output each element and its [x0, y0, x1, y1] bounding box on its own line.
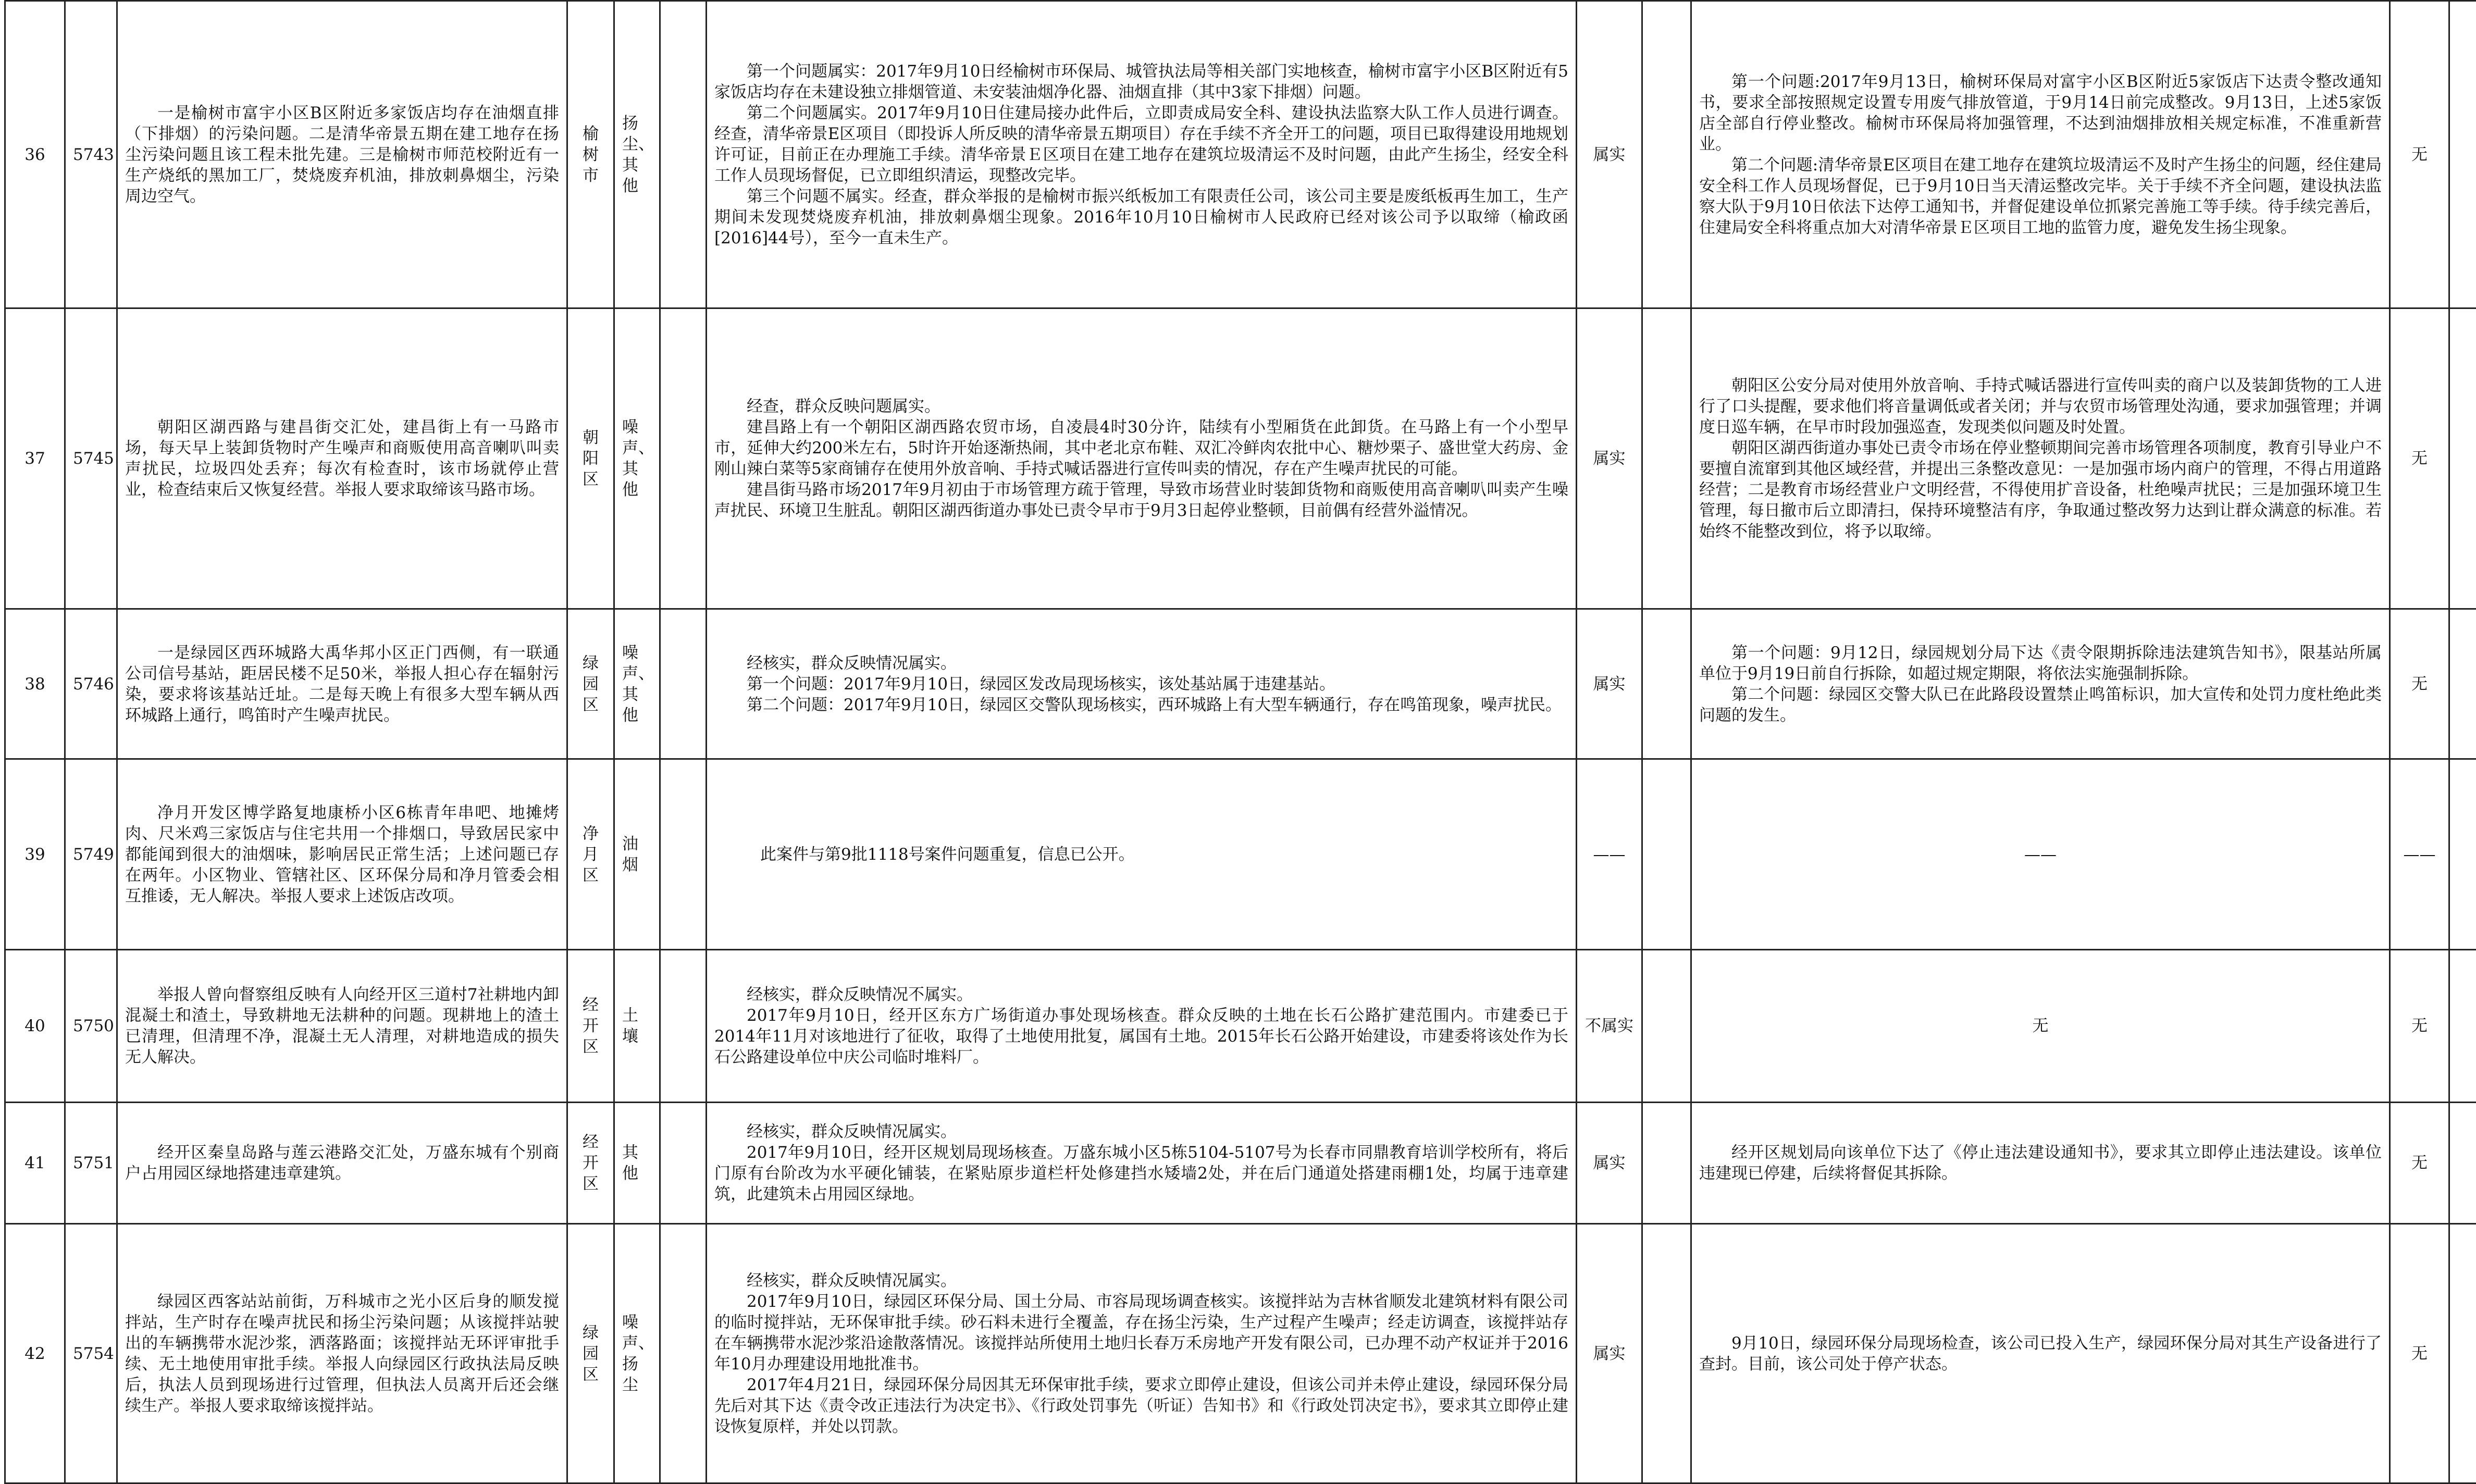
- handling-cell-paragraph: 朝阳区公安分局对使用外放音响、手持式喊话器进行宣传叫卖的商户以及装卸货物的工人进行了口头提醒，要求他们将音量调低或者关闭；并与农贸市场管理处沟通，要求加强管理；并调度日巡车辆，在早市时段加强巡查，发现类似问题及时处置。: [1699, 375, 2382, 438]
- complaint-cell-paragraph: 一是榆树市富宇小区B区附近多家饭店均存在油烟直排（下排烟）的污染问题。二是清华帝景五期在建工地存在扬尘污染问题且该工程未批先建。三是榆树市师范校附近有一生产烧纸的黑加工厂，焚烧废弃机油，排放刺鼻烟尘，污染周边空气。: [125, 103, 559, 207]
- row-seq-cell: 42: [5, 1224, 65, 1483]
- findings-cell-paragraph: 经核实，群众反映情况属实。: [714, 1121, 1568, 1142]
- table-row: [5, 1103, 2476, 1224]
- table-row: [5, 1224, 2476, 1483]
- accountability-cell: 无: [2390, 950, 2449, 1103]
- blank-cell: [660, 308, 707, 609]
- table-body: [5, 1, 2476, 1483]
- table-row: [5, 609, 2476, 759]
- verdict-cell: 属实: [1577, 609, 1642, 759]
- complaint-cell: [117, 1, 567, 308]
- district-cell: 绿园区: [567, 609, 614, 759]
- handling-cell: [1691, 1, 2390, 308]
- findings-cell-paragraph: 2017年4月21日，绿园环保分局因其无环保审批手续，要求立即停止建设，但该公司并未停止建设，绿园环保分局先后对其下达《责令改正违法行为决定书》、《行政处罚事先（听证）告知书》和《行政处罚决定书》，要求其立即停止建设恢复原样，并处以罚款。: [714, 1375, 1568, 1437]
- verdict-cell: 属实: [1577, 1103, 1642, 1224]
- case-number-cell: 5750: [65, 950, 117, 1103]
- findings-cell-paragraph: 第一个问题属实：2017年9月10日经榆树市环保局、城管执法局等相关部门实地核查，榆树市富宇小区B区附近有5家饭店均存在未建设独立排烟管道、未安装油烟净化器、油烟直排（其中3家下排烟）问题。: [714, 61, 1568, 103]
- complaint-cell: [117, 308, 567, 609]
- blank-cell: [660, 759, 707, 950]
- district-cell: 经开区: [567, 1103, 614, 1224]
- accountability-cell: 无: [2390, 1103, 2449, 1224]
- district-cell: 绿园区: [567, 1224, 614, 1483]
- row-seq-cell: 38: [5, 609, 65, 759]
- handling-cell: [1691, 1103, 2390, 1224]
- blank-cell: [660, 1, 707, 308]
- blank-cell: [660, 950, 707, 1103]
- findings-cell-paragraph: 建昌街马路市场2017年9月初由于市场管理方疏于管理，导致市场营业时装卸货物和商贩使用高音喇叭叫卖产生噪声扰民、环境卫生脏乱。朝阳区湖西街道办事处已责令早市于9月3日起停业整顿，目前偶有经营外溢情况。: [714, 479, 1568, 521]
- blank-cell: [2449, 308, 2476, 609]
- category-cell: 噪声、其他: [614, 308, 660, 609]
- case-number-cell: 5751: [65, 1103, 117, 1224]
- blank-cell: [2449, 759, 2476, 950]
- category-cell: 土壤: [614, 950, 660, 1103]
- verdict-cell: 属实: [1577, 1224, 1642, 1483]
- handling-cell: [1691, 1224, 2390, 1483]
- handling-cell-paragraph: 第二个问题:清华帝景E区项目在建工地存在建筑垃圾清运不及时产生扬尘的问题，经住建局安全科工作人员现场督促，已于9月10日当天清运整改完毕。关于手续不齐全问题，建设执法监察大队于9月10日依法下达停工通知书，并督促建设单位抓紧完善施工等手续。待手续完善后，住建局安全科将重点加大对清华帝景Ｅ区项目工地的监管力度，避免发生扬尘现象。: [1699, 155, 2382, 238]
- complaint-cell: [117, 759, 567, 950]
- table-row: [5, 308, 2476, 609]
- accountability-cell: 无: [2390, 1224, 2449, 1483]
- accountability-cell: 无: [2390, 308, 2449, 609]
- findings-cell: [707, 308, 1577, 609]
- category-cell: 其他: [614, 1103, 660, 1224]
- blank-cell: [2449, 1, 2476, 308]
- row-seq-cell: 41: [5, 1103, 65, 1224]
- verdict-cell: ——: [1577, 759, 1642, 950]
- findings-cell-paragraph: 第二个问题属实。2017年9月10日住建局接办此件后，立即责成局安全科、建设执法监察大队工作人员进行调查。经查，清华帝景E区项目（即投诉人所反映的清华帝景五期项目）存在手续不齐全开工的问题，项目已取得建设用地规划许可证，目前正在办理施工手续。清华帝景Ｅ区项目在建工地存在建筑垃圾清运不及时问题，由此产生扬尘，经安全科工作人员现场督促，已立即组织清运，现整改完毕。: [714, 103, 1568, 186]
- complaint-cell-paragraph: 举报人曾向督察组反映有人向经开区三道村7社耕地内卸混凝土和渣土，导致耕地无法耕种的问题。现耕地上的渣土已清理，但清理不净，混凝土无人清理，对耕地造成的损失无人解决。: [125, 984, 559, 1068]
- complaint-cell-paragraph: 净月开发区博学路复地康桥小区6栋青年串吧、地摊烤肉、尺米鸡三家饭店与住宅共用一个排烟口，导致居民家中都能闻到很大的油烟味，影响居民正常生活；上述问题已存在两年。小区物业、管辖社区、区环保分局和净月管委会相互推诿，无人解决。举报人要求上述饭店改项。: [125, 802, 559, 907]
- blank-cell: [2449, 609, 2476, 759]
- findings-cell: [707, 759, 1577, 950]
- accountability-cell: ——: [2390, 759, 2449, 950]
- category-cell: 油烟: [614, 759, 660, 950]
- handling-cell: [1691, 950, 2390, 1103]
- blank-cell: [660, 609, 707, 759]
- row-seq-cell: 39: [5, 759, 65, 950]
- findings-cell: [707, 1103, 1577, 1224]
- blank-cell: [1642, 1, 1691, 308]
- handling-cell-paragraph: 第一个问题：9月12日，绿园规划分局下达《责令限期拆除违法建筑告知书》，限基站所属单位于9月19日前自行拆除，如超过规定期限，将依法实施强制拆除。: [1699, 642, 2382, 684]
- findings-cell: [707, 950, 1577, 1103]
- district-cell: 榆树市: [567, 1, 614, 308]
- category-cell: 噪声、扬尘: [614, 1224, 660, 1483]
- findings-cell: [707, 1, 1577, 308]
- blank-cell: [660, 1103, 707, 1224]
- case-number-cell: 5745: [65, 308, 117, 609]
- case-number-cell: 5743: [65, 1, 117, 308]
- findings-cell-paragraph: 2017年9月10日，经开区东方广场街道办事处现场核查。群众反映的土地在长石公路扩建范围内。市建委已于2014年11月对该地进行了征收，取得了土地使用批复，属国有土地。2015年长石公路开始建设，市建委将该处作为长石公路建设单位中庆公司临时堆料厂。: [714, 1005, 1568, 1068]
- complaint-cell-paragraph: 经开区秦皇岛路与莲云港路交汇处，万盛东城有个别商户占用园区绿地搭建违章建筑。: [125, 1142, 559, 1184]
- case-number-cell: 5746: [65, 609, 117, 759]
- findings-cell-paragraph: 经查，群众反映问题属实。: [714, 396, 1568, 417]
- findings-cell-paragraph: 经核实，群众反映情况不属实。: [714, 984, 1568, 1005]
- findings-cell-paragraph: 第三个问题不属实。经查，群众举报的是榆树市振兴纸板加工有限责任公司，该公司主要是废纸板再生加工，生产期间未发现焚烧废弃机油，排放刺鼻烟尘现象。2016年10月10日榆树市人民政府已经对该公司予以取缔（榆政函[2016]44号），至今一直未生产。: [714, 186, 1568, 249]
- findings-cell: [707, 1224, 1577, 1483]
- table-row: [5, 759, 2476, 950]
- handling-cell: [1691, 308, 2390, 609]
- findings-cell-paragraph: 第一个问题：2017年9月10日，绿园区发改局现场核实，该处基站属于违建基站。: [714, 674, 1568, 695]
- complaint-table: [4, 0, 2476, 1484]
- row-seq-cell: 37: [5, 308, 65, 609]
- case-number-cell: 5749: [65, 759, 117, 950]
- accountability-cell: 无: [2390, 1, 2449, 308]
- complaint-cell: [117, 1103, 567, 1224]
- findings-cell: [707, 609, 1577, 759]
- blank-cell: [1642, 759, 1691, 950]
- district-cell: 净月区: [567, 759, 614, 950]
- complaint-cell-paragraph: 绿园区西客站站前街，万科城市之光小区后身的顺发搅拌站，生产时存在噪声扰民和扬尘污染问题；从该搅拌站驶出的车辆携带水泥沙浆，洒落路面；该搅拌站无环评审批手续、无土地使用审批手续。举报人向绿园区行政执法局反映后，执法人员到现场进行过管理，但执法人员离开后还会继续生产。举报人要求取缔该搅拌站。: [125, 1291, 559, 1416]
- blank-cell: [1642, 609, 1691, 759]
- blank-cell: [1642, 950, 1691, 1103]
- verdict-cell: 属实: [1577, 1, 1642, 308]
- district-cell: 朝阳区: [567, 308, 614, 609]
- findings-cell-paragraph: 2017年9月10日，经开区规划局现场核查。万盛东城小区5栋5104-5107号为长春市同鼎教育培训学校所有，将后门原有台阶改为水平硬化铺装，在紧贴原步道栏杆处修建挡水矮墙2处，并在后门通道处搭建雨棚1处，均属于违章建筑，此建筑未占用园区绿地。: [714, 1142, 1568, 1205]
- handling-cell-paragraph: 朝阳区湖西街道办事处已责令市场在停业整顿期间完善市场管理各项制度，教育引导业户不要擅自流窜到其他区域经营，并提出三条整改意见：一是加强市场内商户的管理，不得占用道路经营；二是教育市场经营业户文明经营，不得使用扩音设备，杜绝噪声扰民；三是加强环境卫生管理，每日撤市后立即清扫，保持环境整洁有序，争取通过整改努力达到让群众满意的标准。若始终不能整改到位，将予以取缔。: [1699, 438, 2382, 542]
- blank-cell: [2449, 1224, 2476, 1483]
- handling-cell-paragraph: 无: [1699, 1016, 2382, 1036]
- row-seq-cell: 36: [5, 1, 65, 308]
- handling-cell-paragraph: 9月10日，绿园环保分局现场检查，该公司已投入生产，绿园环保分局对其生产设备进行了查封。目前，该公司处于停产状态。: [1699, 1333, 2382, 1375]
- blank-cell: [1642, 1103, 1691, 1224]
- handling-cell: [1691, 609, 2390, 759]
- handling-cell-paragraph: 第一个问题:2017年9月13日，榆树环保局对富宇小区B区附近5家饭店下达责令整改通知书，要求全部按照规定设置专用废气排放管道，于9月14日前完成整改。9月13日，上述5家饭店全部自行停业整改。榆树市环保局将加强管理，不达到油烟排放相关规定标准，不准重新营业。: [1699, 71, 2382, 155]
- findings-cell-paragraph: 2017年9月10日，绿园区环保分局、国土分局、市容局现场调查核实。该搅拌站为吉林省顺发北建筑材料有限公司的临时搅拌站，无环保审批手续。砂石料未进行全覆盖，存在扬尘污染，生产过程产生噪声；经走访调查，该搅拌站存在车辆携带水泥沙浆沿途散落情况。该搅拌站所使用土地归长春万禾房地产开发有限公司，已办理不动产权证并于2016年10月办理建设用地批准书。: [714, 1291, 1568, 1375]
- table-row: [5, 1, 2476, 308]
- district-cell: 经开区: [567, 950, 614, 1103]
- findings-cell-paragraph: 此案件与第9批1118号案件问题重复，信息已公开。: [728, 844, 1568, 865]
- complaint-cell: [117, 950, 567, 1103]
- findings-cell-paragraph: 经核实，群众反映情况属实。: [714, 653, 1568, 674]
- category-cell: 噪声、其他: [614, 609, 660, 759]
- case-number-cell: 5754: [65, 1224, 117, 1483]
- blank-cell: [1642, 308, 1691, 609]
- handling-cell-paragraph: 第二个问题：绿园区交警大队已在此路段设置禁止鸣笛标识，加大宣传和处罚力度杜绝此类问题的发生。: [1699, 684, 2382, 726]
- table-row: [5, 950, 2476, 1103]
- complaint-cell-paragraph: 朝阳区湖西路与建昌街交汇处，建昌街上有一马路市场，每天早上装卸货物时产生噪声和商贩使用高音喇叭叫卖声扰民，垃圾四处丢弃；每次有检查时，该市场就停止营业，检查结束后又恢复经营。举报人要求取缔该马路市场。: [125, 417, 559, 500]
- findings-cell-paragraph: 经核实，群众反映情况属实。: [714, 1270, 1568, 1291]
- row-seq-cell: 40: [5, 950, 65, 1103]
- complaint-cell: [117, 1224, 567, 1483]
- blank-cell: [660, 1224, 707, 1483]
- handling-cell-paragraph: ——: [1699, 844, 2382, 865]
- verdict-cell: 属实: [1577, 308, 1642, 609]
- verdict-cell: 不属实: [1577, 950, 1642, 1103]
- findings-cell-paragraph: 第二个问题：2017年9月10日，绿园区交警队现场核实，西环城路上有大型车辆通行，存在鸣笛现象，噪声扰民。: [714, 695, 1568, 715]
- handling-cell-paragraph: 经开区规划局向该单位下达了《停止违法建设通知书》，要求其立即停止违法建设。该单位违建现已停建，后续将督促其拆除。: [1699, 1142, 2382, 1184]
- complaint-cell-paragraph: 一是绿园区西环城路大禹华邦小区正门西侧，有一联通公司信号基站，距居民楼不足50米，举报人担心存在辐射污染，要求将该基站迁址。二是每天晚上有很多大型车辆从西环城路上通行，鸣笛时产生噪声扰民。: [125, 642, 559, 726]
- blank-cell: [1642, 1224, 1691, 1483]
- accountability-cell: 无: [2390, 609, 2449, 759]
- blank-cell: [2449, 950, 2476, 1103]
- category-cell: 扬尘、其他: [614, 1, 660, 308]
- complaint-cell: [117, 609, 567, 759]
- handling-cell: [1691, 759, 2390, 950]
- blank-cell: [2449, 1103, 2476, 1224]
- findings-cell-paragraph: 建昌路上有一个朝阳区湖西路农贸市场，自凌晨4时30分许，陆续有小型厢货在此卸货。在马路上有一个小型早市，延伸大约200米左右，5时许开始逐渐热闹，其中老北京布鞋、双汇冷鲜肉农批中心、糖炒栗子、盛世堂大药房、金刚山辣白菜等5家商铺存在使用外放音响、手持式喊话器进行宣传叫卖的情况，存在产生噪声扰民的可能。: [714, 417, 1568, 479]
